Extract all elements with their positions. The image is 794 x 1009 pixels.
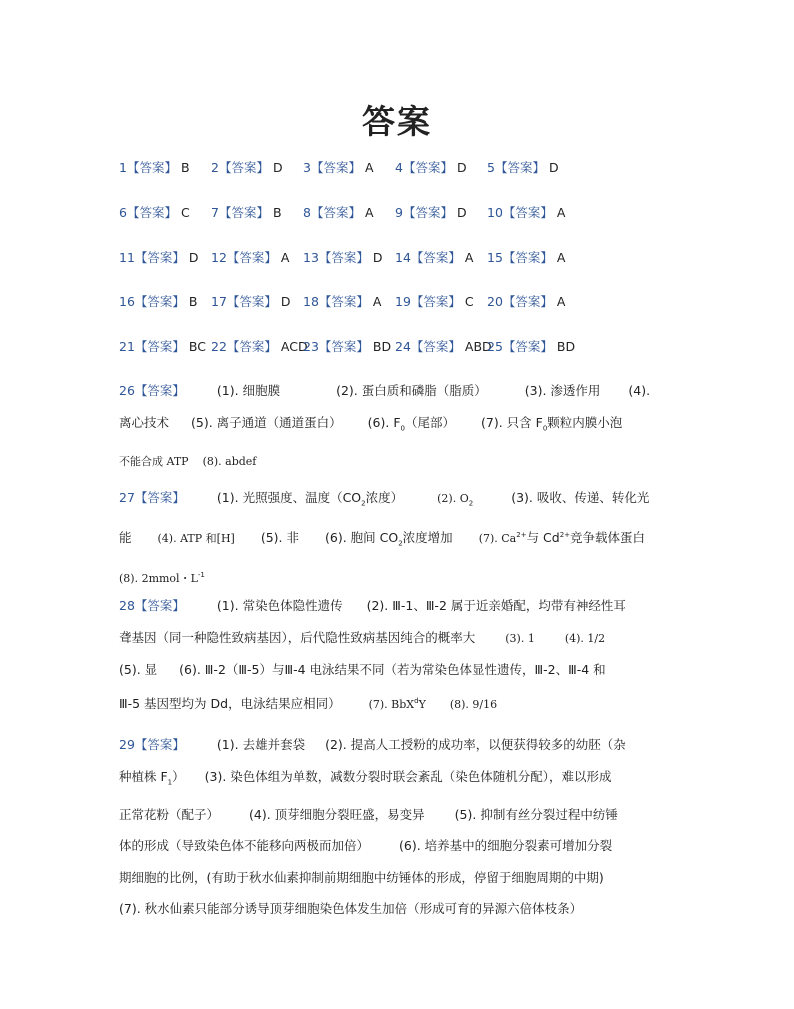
answer-value: ACD <box>280 339 308 354</box>
answer-value: A <box>364 160 374 175</box>
answer-item <box>211 337 308 355</box>
answer-part: （尾部） <box>404 414 455 430</box>
answer-tag: 【答案】 <box>402 160 453 175</box>
answer-tag: 【答案】 <box>134 598 185 613</box>
answer-value: BD <box>556 339 576 354</box>
answer-tag: 【答案】 <box>318 250 369 265</box>
question-number: 19 <box>395 294 411 309</box>
question-number: 20 <box>487 294 503 309</box>
answer-value: D <box>272 160 283 175</box>
page-title: 答案 <box>362 102 432 141</box>
question-number: 8 <box>303 205 311 220</box>
question-number: 17 <box>211 294 227 309</box>
answer-line <box>119 686 679 721</box>
question-number: 25 <box>487 339 503 354</box>
answer-27 <box>119 482 679 595</box>
answer-part: (8). 9/16 <box>449 697 498 711</box>
answer-value: D <box>372 250 383 265</box>
answer-tag: 【答案】 <box>226 250 277 265</box>
answer-value: C <box>464 294 474 309</box>
answer-part: (2). 提高人工授粉的成功率，以便获得较多的幼胚（杂 <box>325 737 626 752</box>
question-number: 9 <box>395 205 403 220</box>
answer-part: (2). 蛋白质和磷脂（脂质） <box>336 383 487 398</box>
answer-part: (1). 细胞膜 <box>216 383 281 398</box>
subscript: 2 <box>398 539 403 548</box>
answer-item <box>119 203 190 221</box>
answer-item <box>487 203 565 221</box>
subscript: 0 <box>400 424 405 432</box>
question-number: 15 <box>487 250 503 265</box>
answer-item <box>303 203 374 221</box>
answer-part: (3). 渗透作用 <box>524 383 601 398</box>
answer-line <box>119 729 679 761</box>
question-number: 24 <box>395 339 411 354</box>
question-number: 18 <box>303 294 319 309</box>
answer-part: (6). 培养基中的细胞分裂素可增加分裂 <box>399 838 613 853</box>
answer-part: (6). 胞间 CO <box>325 530 399 546</box>
question-number: 3 <box>303 160 311 175</box>
answer-part: 种植株 F <box>119 768 168 784</box>
answer-part: 颗粒内膜小泡 <box>547 414 623 430</box>
answer-line <box>119 445 679 478</box>
question-number: 2 <box>211 160 219 175</box>
answer-part: (3). 吸收、传递、转化光 <box>511 490 650 505</box>
answer-tag: 【答案】 <box>226 339 277 354</box>
subscript: 1 <box>167 778 173 786</box>
answer-tag: 【答案】 <box>502 205 553 220</box>
answer-part: 体的形成（导致染色体不能移向两极而加倍） <box>119 838 370 853</box>
answer-part: Ⅲ-5 基因型均为 Dd，电泳结果应相同） <box>119 695 341 711</box>
answer-tag: 【答案】 <box>126 160 177 175</box>
answer-line <box>119 375 679 407</box>
question-number: 10 <box>487 205 503 220</box>
answer-part: (6). F <box>367 414 401 430</box>
question-number: 27 <box>119 490 135 505</box>
question-number: 21 <box>119 339 135 354</box>
question-number: 14 <box>395 250 411 265</box>
answer-item <box>119 158 190 176</box>
question-number: 22 <box>211 339 227 354</box>
superscript: 2+ <box>559 531 571 539</box>
answer-item <box>395 203 467 221</box>
answer-line <box>119 520 679 560</box>
answer-part: (7). BbX <box>368 697 415 711</box>
answer-part: (2). Ⅲ-1、Ⅲ-2 属于近亲婚配，均带有神经性耳 <box>366 598 626 613</box>
answer-tag: 【答案】 <box>410 339 461 354</box>
answer-item <box>211 203 282 221</box>
answer-part: (2). O <box>437 492 469 505</box>
question-number: 13 <box>303 250 319 265</box>
answer-part: (3). 1 <box>505 631 535 645</box>
answer-value: B <box>180 160 190 175</box>
answer-part: (5). 离子通道（通道蛋白） <box>191 414 342 430</box>
answer-value: D <box>280 294 291 309</box>
answer-tag: 【答案】 <box>218 205 269 220</box>
answer-tag: 【答案】 <box>218 160 269 175</box>
answer-tag: 【答案】 <box>494 160 545 175</box>
answer-part: (4). 顶芽细胞分裂旺盛，易变异 <box>249 806 425 822</box>
answer-tag: 【答案】 <box>410 294 461 309</box>
answer-part: ） <box>172 768 185 784</box>
answer-item <box>395 248 473 266</box>
answer-tag: 【答案】 <box>134 250 185 265</box>
answer-tag: 【答案】 <box>226 294 277 309</box>
answer-item <box>395 292 474 310</box>
answer-part: (8). 2mmol・L <box>119 572 198 586</box>
answer-tag: 【答案】 <box>410 250 461 265</box>
question-number: 4 <box>395 160 403 175</box>
answer-part: (4). <box>628 383 651 398</box>
answer-value: D <box>548 160 559 175</box>
answer-part: (7). 只含 F <box>481 414 543 430</box>
question-number: 26 <box>119 383 135 398</box>
answer-value: A <box>464 250 474 265</box>
answer-item <box>211 158 283 176</box>
answer-tag: 【答案】 <box>134 339 185 354</box>
answer-part: (3). 染色体组为单数，减数分裂时联会紊乱（染色体随机分配），难以形成 <box>204 768 612 784</box>
answer-item <box>119 248 199 266</box>
answer-tag: 【答案】 <box>318 339 369 354</box>
answer-item <box>487 158 559 176</box>
answer-26 <box>119 375 679 477</box>
answer-item <box>303 292 381 310</box>
subscript: 0 <box>542 424 548 432</box>
answer-tag: 【答案】 <box>502 339 553 354</box>
answer-value: A <box>364 205 374 220</box>
answer-part: 浓度增加 <box>402 530 453 546</box>
superscript: 2+ <box>516 531 527 539</box>
answer-value: D <box>456 160 467 175</box>
answer-tag: 【答案】 <box>502 294 553 309</box>
question-number: 23 <box>303 339 319 354</box>
answer-item <box>211 248 289 266</box>
answer-tag: 【答案】 <box>134 294 185 309</box>
answer-value: A <box>556 250 566 265</box>
answer-line <box>119 799 679 831</box>
answer-line <box>119 622 679 655</box>
answer-part: 能 <box>119 530 132 546</box>
answer-part: 竞争载体蛋白 <box>570 530 646 546</box>
answer-part: (1). 常染色体隐性遗传 <box>216 598 343 613</box>
answer-value: A <box>556 205 566 220</box>
answer-item <box>395 158 467 176</box>
answer-part: 正常花粉（配子） <box>119 806 220 822</box>
question-number: 11 <box>119 250 135 265</box>
answer-28 <box>119 590 679 720</box>
answer-part: 不能合成 ATP <box>119 454 189 468</box>
answer-tag: 【答案】 <box>134 383 185 398</box>
answer-part: 浓度） <box>365 490 404 505</box>
answer-tag: 【答案】 <box>134 490 185 505</box>
subscript: 2 <box>468 499 474 508</box>
answer-tag: 【答案】 <box>134 737 185 752</box>
answer-item <box>303 158 374 176</box>
answer-value: BD <box>372 339 392 354</box>
answer-value: ABD <box>464 339 492 354</box>
answer-part: Y <box>418 697 426 711</box>
answer-part: (6). Ⅲ-2（Ⅲ-5）与Ⅲ-4 电泳结果不同（若为常染色体显性遗传，Ⅲ-2、Ⅲ-4 和 <box>179 662 606 677</box>
answer-29 <box>119 729 679 925</box>
question-number: 12 <box>211 250 227 265</box>
answer-item <box>119 337 206 355</box>
answer-line <box>119 407 679 445</box>
answer-value: A <box>372 294 382 309</box>
answer-value: A <box>556 294 566 309</box>
answer-tag: 【答案】 <box>502 250 553 265</box>
question-number: 29 <box>119 737 135 752</box>
answer-part: (5). 抑制有丝分裂过程中纺锤 <box>454 806 618 822</box>
answer-tag: 【答案】 <box>402 205 453 220</box>
answer-item <box>211 292 291 310</box>
answer-part: (4). 1/2 <box>564 631 606 645</box>
answer-tag: 【答案】 <box>126 205 177 220</box>
answer-part: (4). ATP 和[H] <box>157 532 235 546</box>
question-number: 5 <box>487 160 495 175</box>
answer-line <box>119 830 679 862</box>
answer-part: (1). 去雄并套袋 <box>216 737 306 752</box>
answer-value: B <box>272 205 282 220</box>
answer-part: (5). 显 <box>119 662 158 677</box>
answer-value: BC <box>188 339 207 354</box>
answer-line <box>119 893 679 925</box>
answer-item <box>487 292 565 310</box>
superscript: d <box>414 696 419 705</box>
answer-part: (7). Ca <box>478 532 517 546</box>
question-number: 28 <box>119 598 135 613</box>
question-number: 6 <box>119 205 127 220</box>
answer-item <box>487 337 575 355</box>
answer-part: 期细胞的比例，(有助于秋水仙素抑制前期细胞中纺锤体的形成，停留于细胞周期的中期) <box>119 869 604 885</box>
answer-line <box>119 590 679 622</box>
answer-part: 聋基因（同一种隐性致病基因），后代隐性致病基因纯合的概率大 <box>119 629 476 645</box>
answer-line <box>119 654 679 686</box>
answer-item <box>119 292 198 310</box>
answer-item <box>303 337 391 355</box>
question-number: 1 <box>119 160 127 175</box>
answer-tag: 【答案】 <box>310 160 361 175</box>
answer-value: C <box>180 205 190 220</box>
answer-part: (7). 秋水仙素只能部分诱导顶芽细胞染色体发生加倍（形成可育的异源六倍体枝条） <box>119 901 583 916</box>
answer-value: A <box>280 250 290 265</box>
answer-value: D <box>456 205 467 220</box>
answer-tag: 【答案】 <box>310 205 361 220</box>
answer-item <box>487 248 565 266</box>
answer-line <box>119 761 679 799</box>
answer-part: (1). 光照强度、温度（CO <box>216 490 362 505</box>
answer-part: 离心技术 <box>119 414 170 430</box>
answer-value: D <box>188 250 199 265</box>
superscript: -1 <box>197 571 205 580</box>
answer-item <box>395 337 492 355</box>
subscript: 2 <box>361 499 366 508</box>
answer-tag: 【答案】 <box>318 294 369 309</box>
answer-line <box>119 482 679 520</box>
answer-value: B <box>188 294 198 309</box>
question-number: 7 <box>211 205 219 220</box>
question-number: 16 <box>119 294 135 309</box>
answer-part: (8). abdef <box>202 454 257 468</box>
answer-part: (5). 非 <box>260 530 299 546</box>
answer-line <box>119 862 679 894</box>
answer-part: 与 Cd <box>526 530 560 546</box>
answer-item <box>303 248 383 266</box>
